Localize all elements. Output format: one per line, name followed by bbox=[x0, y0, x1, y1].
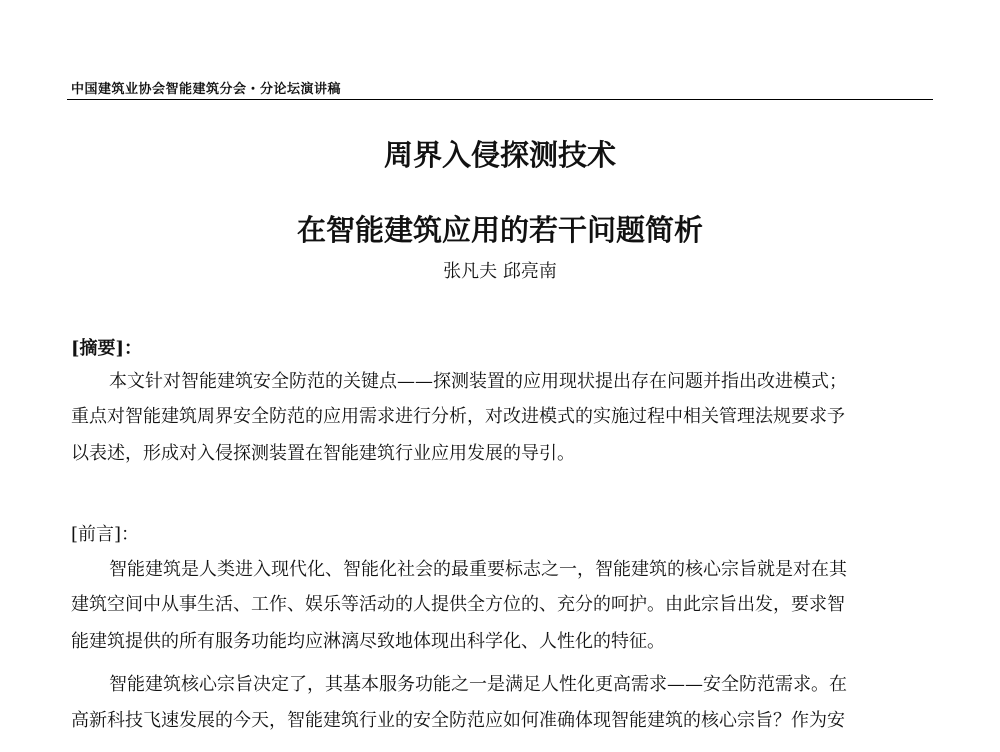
abstract-line: 本文针对智能建筑安全防范的关键点——探测装置的应用现状提出存在问题并指出改进模式； bbox=[109, 371, 847, 392]
authors: 张凡夫 邱亮南 bbox=[443, 261, 557, 282]
preface-line: 建筑空间中从事生活、工作、娱乐等活动的人提供全方位的、充分的呵护。由此宗旨出发，要求智 bbox=[71, 594, 845, 615]
abstract-label: [摘要]： bbox=[71, 338, 143, 359]
abstract-line: 以表述，形成对入侵探测装置在智能建筑行业应用发展的导引。 bbox=[71, 443, 575, 464]
running-header: 中国建筑业协会智能建筑分会・分论坛演讲稿 bbox=[71, 82, 342, 97]
preface-line: 能建筑提供的所有服务功能均应淋漓尽致地体现出科学化、人性化的特征。 bbox=[71, 631, 665, 652]
preface-label: [前言]： bbox=[71, 524, 140, 545]
header-rule bbox=[67, 99, 933, 100]
preface-line: 高新科技飞速发展的今天，智能建筑行业的安全防范应如何准确体现智能建筑的核心宗旨？作为安 bbox=[71, 710, 845, 731]
title-line-2: 在智能建筑应用的若干问题简析 bbox=[296, 213, 703, 247]
preface-line: 智能建筑核心宗旨决定了，其基本服务功能之一是满足人性化更高需求——安全防范需求。在 bbox=[109, 674, 847, 695]
abstract-line: 重点对智能建筑周界安全防范的应用需求进行分析，对改进模式的实施过程中相关管理法规要求予 bbox=[71, 406, 845, 427]
preface-line: 智能建筑是人类进入现代化、智能化社会的最重要标志之一，智能建筑的核心宗旨就是对在其 bbox=[109, 559, 847, 580]
title-line-1: 周界入侵探测技术 bbox=[383, 138, 616, 172]
